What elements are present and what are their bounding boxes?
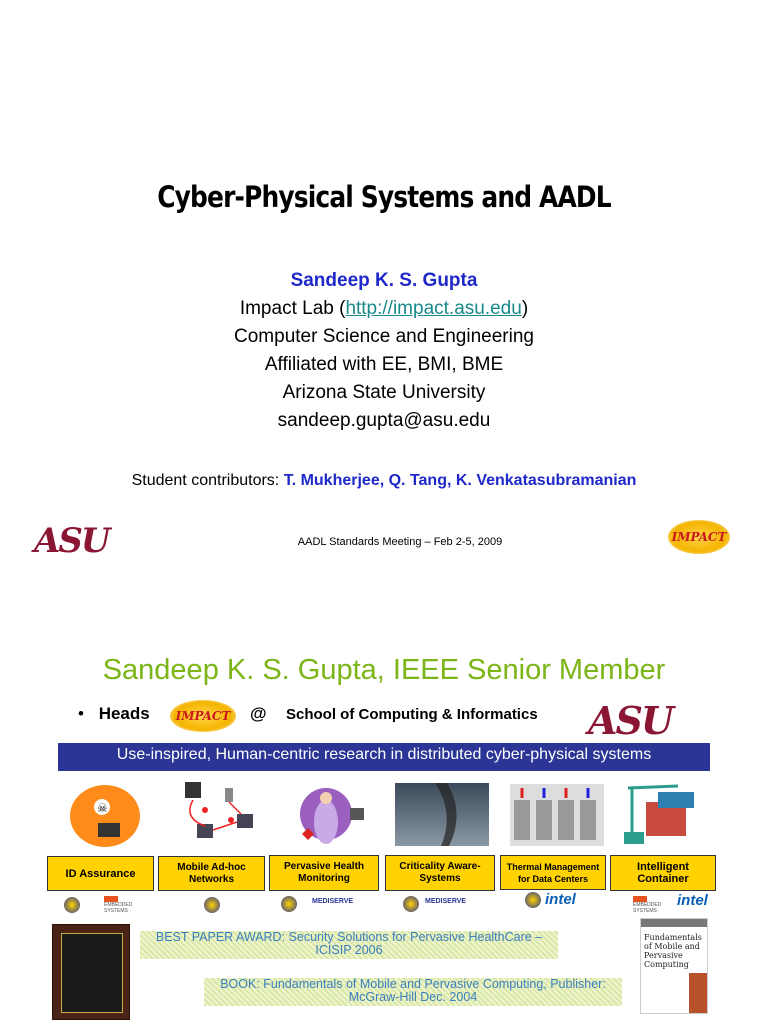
book-cover-image <box>640 918 708 1014</box>
heads-asu-logo: ASU <box>588 698 673 743</box>
thermal-image <box>510 784 604 846</box>
box-thermal: Thermal Management for Data Centers <box>500 855 606 890</box>
intel-logo: intel <box>545 891 576 908</box>
lab-line <box>0 298 768 320</box>
affiliation-dept: Computer Science and Engineering <box>234 326 534 347</box>
box-id-assurance: ID Assurance <box>47 856 154 891</box>
mediserve-logo: MEDISERVE <box>312 898 354 905</box>
box-health-monitoring: Pervasive Health Monitoring <box>269 855 379 891</box>
mediserve-logo-2: MEDISERVE <box>425 898 467 905</box>
award-plaque-image <box>52 924 130 1020</box>
author-email: sandeep.gupta@asu.edu <box>277 410 491 431</box>
nsf-seal-icon-3 <box>281 896 297 912</box>
slide2-title: Sandeep K. S. Gupta, IEEE Senior Member <box>102 654 666 686</box>
slide1-title: Cyber-Physical Systems and AADL <box>157 180 611 214</box>
book-cover-title: Fundamentals of Mobile and Pervasive Computing <box>644 933 702 969</box>
box-mobile-adhoc: Mobile Ad-hoc Networks <box>158 856 265 891</box>
nsf-seal-icon <box>64 897 80 913</box>
health-monitoring-image <box>290 780 370 848</box>
heads-impact-logo: IMPACT <box>170 700 236 732</box>
embedded-systems-logo-2 <box>633 896 673 912</box>
adhoc-network-image <box>175 780 260 848</box>
affiliation-university: Arizona State University <box>282 382 486 403</box>
contrib-label: Student contributors: <box>131 472 284 489</box>
embedded-systems-logo <box>104 896 144 912</box>
svg-text:☠: ☠ <box>97 801 108 815</box>
lab-suffix: ) <box>521 298 529 319</box>
id-assurance-image <box>70 785 140 847</box>
best-paper-award: BEST PAPER AWARD: Security Solutions for Pervasive HealthCare – ICISIP 2006 <box>140 931 558 959</box>
criticality-image <box>395 783 489 846</box>
embedded-label: EMBEDDED SYSTEMS <box>104 902 133 914</box>
contrib-names: T. Mukherjee, Q. Tang, K. Venkatasubramanian <box>283 472 637 489</box>
school-name: School of Computing & Informatics <box>286 706 538 723</box>
box-intelligent-container: Intelligent Container <box>610 855 716 891</box>
meeting-caption: AADL Standards Meeting – Feb 2-5, 2009 <box>297 536 503 548</box>
heads-label: Heads <box>98 704 150 723</box>
at-sign: @ <box>250 704 267 723</box>
nsf-seal-icon-2 <box>204 897 220 913</box>
research-banner: Use-inspired, Human-centric research in distributed cyber-physical systems <box>58 743 710 771</box>
box-criticality: Criticality Aware- Systems <box>385 855 495 891</box>
student-contributors <box>0 472 768 490</box>
asu-logo: ASU <box>34 521 109 561</box>
book-publication: BOOK: Fundamentals of Mobile and Pervasive Computing, Publisher: McGraw-Hill Dec. 2004 <box>204 978 622 1006</box>
lab-prefix: Impact Lab ( <box>239 298 346 319</box>
affiliation-other: Affiliated with EE, BMI, BME <box>264 354 504 375</box>
bullet-mark: • <box>78 704 84 723</box>
impact-logo: IMPACT <box>668 520 730 554</box>
container-image <box>618 782 710 848</box>
nsf-seal-icon-5 <box>525 892 541 908</box>
lab-link[interactable]: http://impact.asu.edu <box>345 298 522 319</box>
intel-logo-2: intel <box>677 892 708 909</box>
nsf-seal-icon-4 <box>403 896 419 912</box>
embedded-label-2: EMBEDDED SYSTEMS <box>633 902 662 914</box>
author-name: Sandeep K. S. Gupta <box>290 270 478 291</box>
